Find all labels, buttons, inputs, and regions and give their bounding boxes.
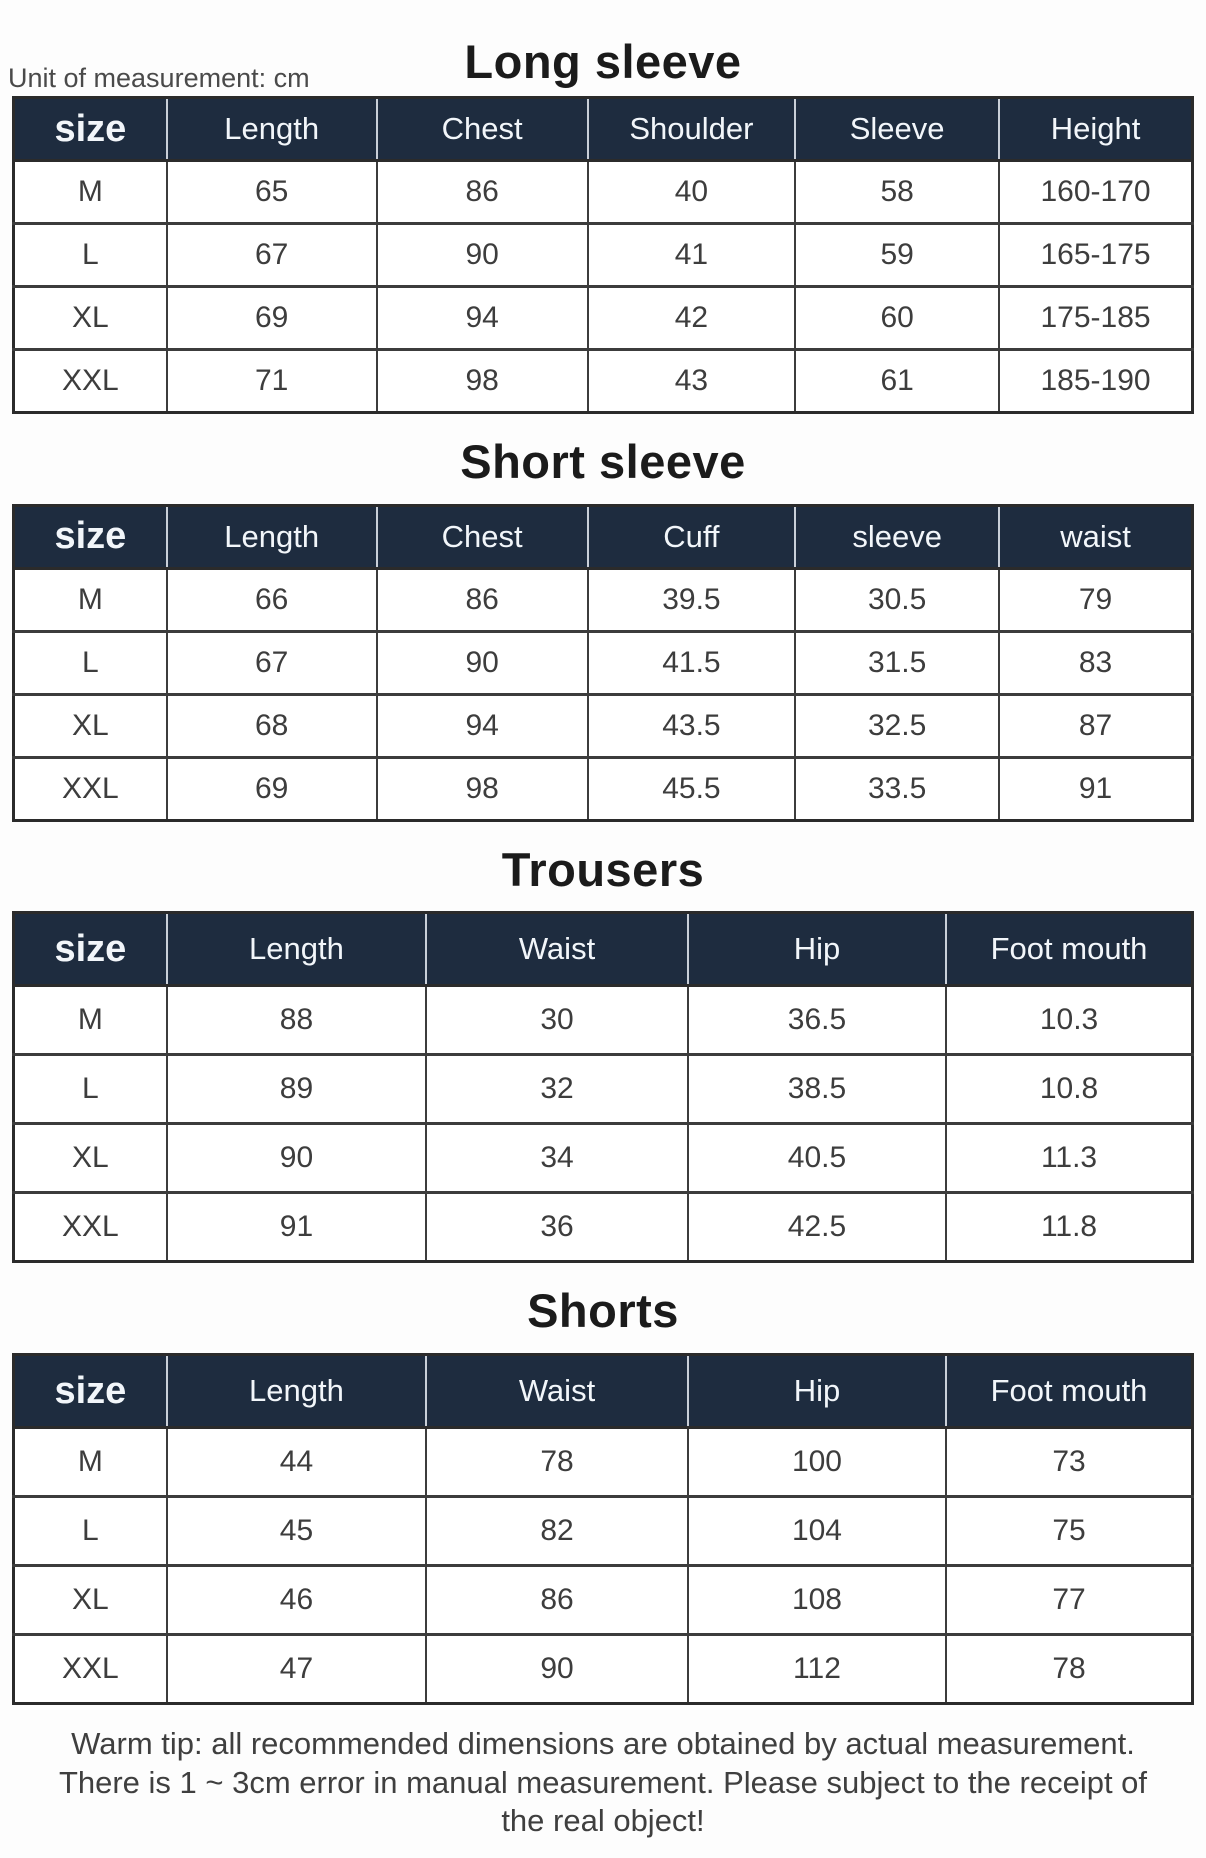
value-cell: 175-185 xyxy=(999,287,1192,350)
table-row xyxy=(14,350,1193,413)
value-cell: 75 xyxy=(946,1497,1192,1566)
value-cell: 83 xyxy=(999,631,1192,694)
value-cell: 67 xyxy=(167,631,377,694)
value-cell: 44 xyxy=(167,1428,426,1497)
section-title-shorts: Shorts xyxy=(527,1284,679,1338)
table-row xyxy=(14,1124,1193,1193)
table-row xyxy=(14,986,1193,1055)
size-cell: L xyxy=(14,631,167,694)
value-cell: 66 xyxy=(167,568,377,631)
value-cell: 185-190 xyxy=(999,350,1192,413)
value-cell: 94 xyxy=(377,694,588,757)
column-header-shoulder: Shoulder xyxy=(588,98,796,161)
value-cell: 86 xyxy=(377,161,588,224)
table-row xyxy=(14,631,1193,694)
table-row xyxy=(14,568,1193,631)
value-cell: 32.5 xyxy=(795,694,999,757)
value-cell: 43 xyxy=(588,350,796,413)
column-header-height: Height xyxy=(999,98,1192,161)
value-cell: 90 xyxy=(426,1635,688,1704)
column-header-hip: Hip xyxy=(688,913,946,986)
value-cell: 40.5 xyxy=(688,1124,946,1193)
column-header-cuff: Cuff xyxy=(588,505,796,568)
value-cell: 42 xyxy=(588,287,796,350)
size-cell: XXL xyxy=(14,350,167,413)
column-header-size: size xyxy=(14,505,167,568)
value-cell: 59 xyxy=(795,224,999,287)
value-cell: 160-170 xyxy=(999,161,1192,224)
value-cell: 98 xyxy=(377,757,588,820)
value-cell: 88 xyxy=(167,986,426,1055)
value-cell: 112 xyxy=(688,1635,946,1704)
size-cell: XL xyxy=(14,287,167,350)
column-header-sleeve: Sleeve xyxy=(795,98,999,161)
value-cell: 34 xyxy=(426,1124,688,1193)
value-cell: 10.8 xyxy=(946,1055,1192,1124)
size-cell: XXL xyxy=(14,1193,167,1262)
value-cell: 41.5 xyxy=(588,631,796,694)
size-table-long-sleeve xyxy=(12,96,1194,414)
table-row xyxy=(14,1193,1193,1262)
value-cell: 41 xyxy=(588,224,796,287)
table-row xyxy=(14,757,1193,820)
value-cell: 87 xyxy=(999,694,1192,757)
value-cell: 98 xyxy=(377,350,588,413)
header-row xyxy=(14,913,1193,986)
size-cell: XXL xyxy=(14,1635,167,1704)
value-cell: 100 xyxy=(688,1428,946,1497)
value-cell: 69 xyxy=(167,287,377,350)
value-cell: 94 xyxy=(377,287,588,350)
table-row xyxy=(14,1566,1193,1635)
value-cell: 90 xyxy=(377,631,588,694)
footer-warm-tip-note: Warm tip: all recommended dimensions are obtained by actual measurement. There is 1 ~ 3cm error in manual measurement. Please subject to the receipt of the real object! xyxy=(58,1726,1148,1838)
header-row xyxy=(14,98,1193,161)
size-cell: XL xyxy=(14,1124,167,1193)
value-cell: 90 xyxy=(377,224,588,287)
column-header-length: Length xyxy=(167,98,377,161)
value-cell: 58 xyxy=(795,161,999,224)
column-header-length: Length xyxy=(167,913,426,986)
size-table-trousers xyxy=(12,911,1194,1263)
column-header-waist: Waist xyxy=(426,913,688,986)
table-row xyxy=(14,1428,1193,1497)
value-cell: 31.5 xyxy=(795,631,999,694)
table-row xyxy=(14,694,1193,757)
column-header-hip: Hip xyxy=(688,1355,946,1428)
header-row xyxy=(14,1355,1193,1428)
table-row xyxy=(14,1635,1193,1704)
value-cell: 90 xyxy=(167,1124,426,1193)
value-cell: 11.8 xyxy=(946,1193,1192,1262)
size-cell: XL xyxy=(14,694,167,757)
column-header-length: Length xyxy=(167,1355,426,1428)
column-header-chest: Chest xyxy=(377,505,588,568)
value-cell: 86 xyxy=(377,568,588,631)
value-cell: 73 xyxy=(946,1428,1192,1497)
value-cell: 36 xyxy=(426,1193,688,1262)
column-header-sleeve: sleeve xyxy=(795,505,999,568)
value-cell: 30 xyxy=(426,986,688,1055)
column-header-foot-mouth: Foot mouth xyxy=(946,913,1192,986)
size-table-shorts xyxy=(12,1353,1194,1705)
table-row xyxy=(14,287,1193,350)
size-cell: XL xyxy=(14,1566,167,1635)
value-cell: 46 xyxy=(167,1566,426,1635)
value-cell: 36.5 xyxy=(688,986,946,1055)
size-cell: M xyxy=(14,986,167,1055)
value-cell: 104 xyxy=(688,1497,946,1566)
column-header-chest: Chest xyxy=(377,98,588,161)
value-cell: 32 xyxy=(426,1055,688,1124)
column-header-length: Length xyxy=(167,505,377,568)
value-cell: 67 xyxy=(167,224,377,287)
value-cell: 45 xyxy=(167,1497,426,1566)
unit-of-measurement-note: Unit of measurement: cm xyxy=(8,63,310,93)
value-cell: 91 xyxy=(167,1193,426,1262)
column-header-waist: Waist xyxy=(426,1355,688,1428)
value-cell: 10.3 xyxy=(946,986,1192,1055)
value-cell: 61 xyxy=(795,350,999,413)
table-row xyxy=(14,1055,1193,1124)
value-cell: 78 xyxy=(946,1635,1192,1704)
table-row xyxy=(14,224,1193,287)
value-cell: 60 xyxy=(795,287,999,350)
value-cell: 79 xyxy=(999,568,1192,631)
value-cell: 45.5 xyxy=(588,757,796,820)
value-cell: 78 xyxy=(426,1428,688,1497)
value-cell: 89 xyxy=(167,1055,426,1124)
size-table-short-sleeve xyxy=(12,504,1194,822)
value-cell: 42.5 xyxy=(688,1193,946,1262)
value-cell: 108 xyxy=(688,1566,946,1635)
section-title-long-sleeve: Long sleeve xyxy=(464,35,742,89)
value-cell: 69 xyxy=(167,757,377,820)
value-cell: 43.5 xyxy=(588,694,796,757)
value-cell: 165-175 xyxy=(999,224,1192,287)
top-header xyxy=(8,22,1194,93)
size-cell: XXL xyxy=(14,757,167,820)
value-cell: 82 xyxy=(426,1497,688,1566)
size-cell: M xyxy=(14,1428,167,1497)
column-header-waist: waist xyxy=(999,505,1192,568)
header-row xyxy=(14,505,1193,568)
size-cell: L xyxy=(14,1055,167,1124)
value-cell: 86 xyxy=(426,1566,688,1635)
column-header-size: size xyxy=(14,913,167,986)
value-cell: 68 xyxy=(167,694,377,757)
value-cell: 47 xyxy=(167,1635,426,1704)
value-cell: 40 xyxy=(588,161,796,224)
size-cell: L xyxy=(14,1497,167,1566)
value-cell: 91 xyxy=(999,757,1192,820)
value-cell: 77 xyxy=(946,1566,1192,1635)
size-cell: M xyxy=(14,568,167,631)
section-title-short-sleeve: Short sleeve xyxy=(460,435,746,488)
value-cell: 11.3 xyxy=(946,1124,1192,1193)
column-header-foot-mouth: Foot mouth xyxy=(946,1355,1192,1428)
value-cell: 71 xyxy=(167,350,377,413)
column-header-size: size xyxy=(14,98,167,161)
size-cell: M xyxy=(14,161,167,224)
column-header-size: size xyxy=(14,1355,167,1428)
value-cell: 65 xyxy=(167,161,377,224)
section-title-trousers: Trousers xyxy=(501,842,705,896)
table-row xyxy=(14,161,1193,224)
value-cell: 33.5 xyxy=(795,757,999,820)
tables-root xyxy=(0,96,1206,1705)
value-cell: 30.5 xyxy=(795,568,999,631)
size-cell: L xyxy=(14,224,167,287)
value-cell: 39.5 xyxy=(588,568,796,631)
table-row xyxy=(14,1497,1193,1566)
value-cell: 38.5 xyxy=(688,1055,946,1124)
